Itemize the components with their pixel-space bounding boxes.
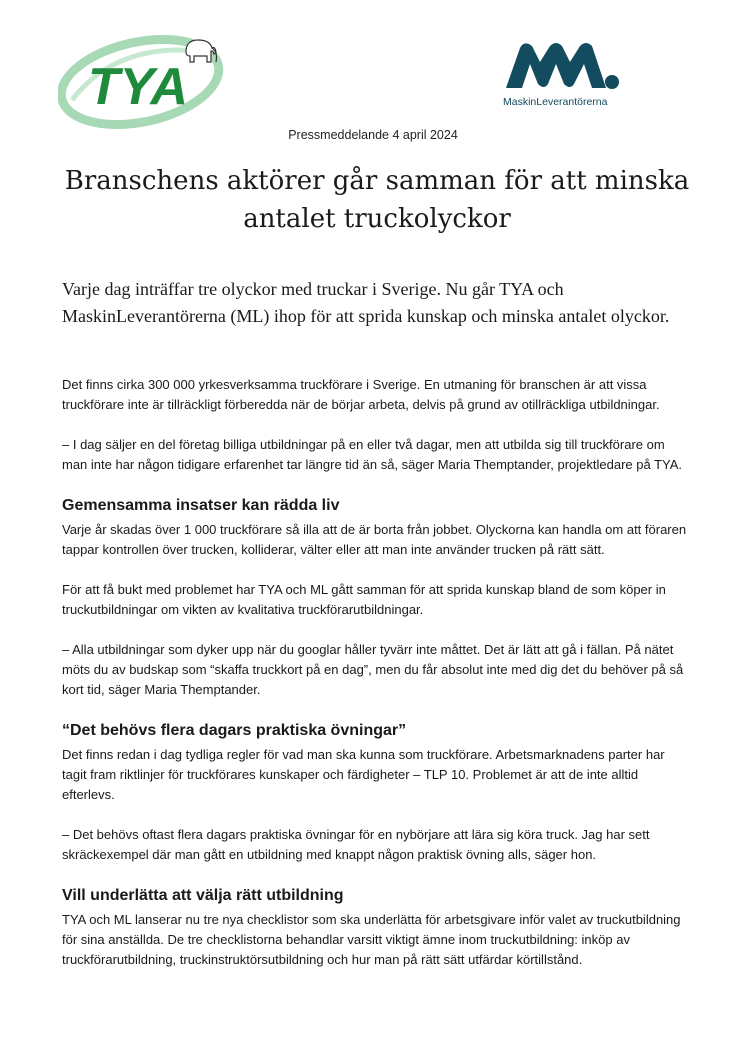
press-release-date: Pressmeddelande 4 april 2024 <box>288 128 458 142</box>
section-paragraph: TYA och ML lanserar nu tre nya checklistor som ska underlätta för arbetsgivare inför valet av truckutbildning för sina anställda. De tre checklistorna behandlar varsitt viktigt ämne inom truckutbildning: inköp av truckförarutbildning, truckinstruktörsutbildning och hur man på rätt sätt utfärdar körtillstånd. <box>62 912 681 967</box>
section-paragraph: Varje år skadas över 1 000 truckförare så illa att de är borta från jobbet. Olyckorna kan handla om att föraren tappar kontrollen över trucken, kolliderar, välter eller att man inte använder trucken på rätt sätt. <box>62 522 687 557</box>
lead-paragraph: Varje dag inträffar tre olyckor med truckar i Sverige. Nu går TYA och MaskinLeverantörerna (ML) ihop för att sprida kunskap och minska antalet olyckor. <box>62 279 670 326</box>
section-paragraph: Det finns redan i dag tydliga regler för vad man ska kunna som truckförare. Arbetsmarknadens parter har tagit fram riktlinjer för truckförares kunskaper och färdigheter – TLP 10. Problemet är att de inte alltid efterlevs. <box>62 747 665 802</box>
section-paragraph: – Det behövs oftast flera dagars praktiska övningar för en nybörjare att lära sig köra truck. Jag har sett skräckexempel där man gått en utbildning med knappt någon praktisk övning alls, säger hon. <box>62 827 650 862</box>
tya-logo <box>58 30 228 130</box>
ml-monogram <box>506 43 606 88</box>
ml-wordmark: MaskinLeverantörerna <box>503 96 608 108</box>
intro-paragraph: Det finns cirka 300 000 yrkesverksamma truckförare i Sverige. En utmaning för branschen är att vissa truckförare inte är tillräckligt förberedda när de börjar arbeta, delvis på grund av otillräckliga utbildningar. <box>62 377 660 412</box>
page-title: Branschens aktörer går samman för att minska antalet truckolyckor <box>64 166 690 234</box>
ml-dot <box>605 75 619 89</box>
intro-quote: – I dag säljer en del företag billiga utbildningar på en eller två dagar, men att utbilda sig till truckförare om man inte har någon tidigare erfarenhet tar längre tid än så, säger Maria Themptander, projektledare på TYA. <box>62 437 683 472</box>
section-heading: Gemensamma insatser kan rädda liv <box>62 497 340 514</box>
tya-wordmark: TYA <box>87 58 189 116</box>
article-body <box>62 375 692 990</box>
section-heading: “Det behövs flera dagars praktiska övningar” <box>62 722 407 739</box>
section-paragraph: – Alla utbildningar som dyker upp när du googlar håller tyvärr inte måttet. Det är lätt att gå i fällan. På nätet möts du av budskap som “skaffa truckkort på en dag”, men du får absolut inte med dig det du behöver på så kort tid, säger Maria Themptander. <box>62 642 684 697</box>
section-heading: Vill underlätta att välja rätt utbildning <box>62 887 344 904</box>
section-paragraph: För att få bukt med problemet har TYA och ML gått samman för att sprida kunskap bland de som köper in truckutbildningar om vikten av kvalitativa truckförarutbildningar. <box>62 582 666 617</box>
